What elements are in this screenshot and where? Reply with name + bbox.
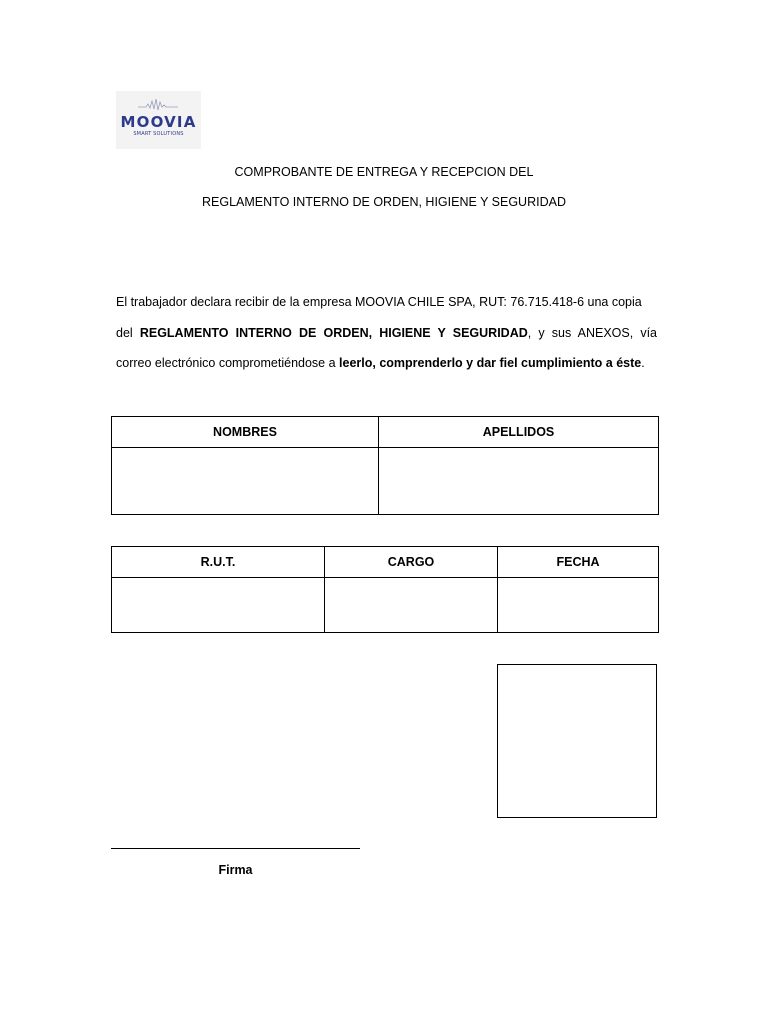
apellidos-field[interactable] [379,448,659,515]
company-logo [116,91,201,149]
fingerprint-box [497,664,657,818]
nombres-header: NOMBRES [112,417,379,448]
declaration-commitment: leerlo, comprenderlo y dar fiel cumplimiento a éste [339,356,642,370]
rut-header: R.U.T. [112,547,325,578]
declaration-line2-suffix: , y sus ANEXOS, vía [527,326,658,340]
cargo-header: CARGO [325,547,498,578]
logo-tagline: SMART SOLUTIONS [133,131,184,137]
signature-label: Firma [218,863,253,877]
declaration-line3-prefix: correo electrónico comprometiéndose a [116,356,336,370]
logo-name: MOOVIA [120,113,197,131]
document-title-line1: COMPROBANTE DE ENTREGA Y RECEPCION DEL [234,165,534,179]
waveform-icon [138,97,178,111]
details-table [111,546,659,633]
nombres-field[interactable] [112,448,379,515]
declaration-line1: El trabajador declara recibir de la empresa MOOVIA CHILE SPA, RUT: 76.715.418-6 una copia [116,295,642,309]
fecha-field[interactable] [498,578,659,633]
apellidos-header: APELLIDOS [379,417,659,448]
declaration-line2 [116,325,657,341]
names-table [111,416,659,515]
cargo-field[interactable] [325,578,498,633]
signature-line [111,848,360,849]
declaration-regulation-name: REGLAMENTO INTERNO DE ORDEN, HIGIENE Y SEGURIDAD [139,326,528,340]
rut-field[interactable] [112,578,325,633]
document-title-line2: REGLAMENTO INTERNO DE ORDEN, HIGIENE Y SEGURIDAD [202,195,566,209]
declaration-line3-suffix: . [641,356,645,370]
declaration-line3 [116,355,657,371]
fecha-header: FECHA [498,547,659,578]
declaration-line2-prefix: del [116,326,133,340]
